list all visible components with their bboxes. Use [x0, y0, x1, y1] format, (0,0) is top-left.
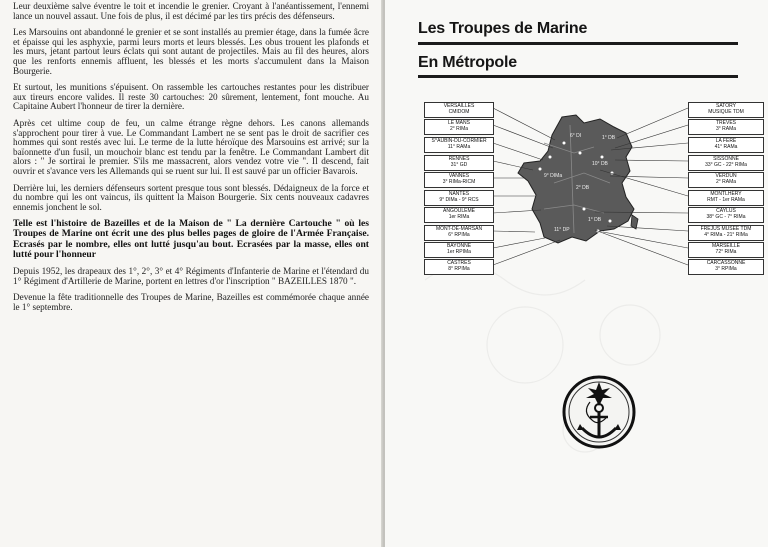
page-subtitle: En Métropole: [418, 54, 517, 71]
map-label: 1° DB: [602, 135, 616, 141]
unit-box: NANTES 9° DIMa - 9° RCS: [424, 190, 494, 206]
map-label: 2° DB: [576, 185, 590, 191]
paragraph: Leur deuxième salve éventre le toit et incendie le grenier. Croyant à l'anéantissement, l'ennemi lance un nouvel assaut. Une fois de plus, il est décimé par les tirs précis des défenseurs.: [13, 1, 369, 21]
unit-box: CAYLUS 38° GC - 7° RIMa: [688, 207, 764, 223]
page-title: Les Troupes de Marine: [418, 20, 588, 37]
unit-box: ANGOULEME 1er RIMa: [424, 207, 494, 223]
unit-box: LE MANS 2° RIMa: [424, 119, 494, 135]
map-label: 9° DIMa: [544, 173, 563, 179]
map-label: 1° DB: [588, 217, 602, 223]
unit-box: VERSAILLES CMIDOM: [424, 102, 494, 118]
paragraph: Après cet ultime coup de feu, un calme étrange règne dehors. Les canons allemands s'approchent pour tirer à vue. Le Commandant Lambert ne se sent pas le droit de sacrifier ces hommes qui sont restés avec lui. Le terme de la lutte héroïque des Marsouins est arrivé; sur la baïonnette d'un fusil, un mouchoir blanc est tendu par la fenêtre. Le Commandant Lambert dit alors : " Je sortirai le premier. S'ils me massacrent, alors vendez votre vie ". Il descend, fait ouvrir et s'avance vers les Allemands qui se ruent sur lui. Il est sauvé par un officier Bavarois.: [13, 117, 369, 176]
unit-box: MARSEILLE 72° RIMa: [688, 242, 764, 258]
left-page-text: [13, 2, 369, 319]
unit-box: VANNES 3° RIMa-RICM: [424, 172, 494, 188]
unit-box: MONT-DE-MARSAN 6° RPIMa: [424, 225, 494, 241]
map-label: 6° DI: [570, 133, 582, 139]
unit-box: S^AUBIN-DU-CORMIER 11° RAMa: [424, 137, 494, 153]
paragraph: Devenue la fête traditionnelle des Troupes de Marine, Bazeilles est commémorée chaque année le 1° septembre.: [13, 292, 369, 312]
map-label: 10° DB: [592, 161, 608, 167]
paragraph: Les Marsouins ont abandonné le grenier et se sont installés au premier étage, dans la fumée âcre et épaisse qui les asphyxie, parmi leurs morts et leurs blessés. Les obus trouent les plafonds et les murs, jetant partout leurs éclats qui sont autant de projectiles. Mais au fil des heures, alors que les renforts ennemis affluent, les blessés et les morts s'accumulent dans la Maison Bourgerie.: [13, 27, 369, 76]
unit-box: TREVES 3° RAMa: [688, 119, 764, 135]
anchor-insignia-icon: [560, 370, 638, 456]
unit-box: LA FERE 41° RAMa: [688, 137, 764, 153]
unit-box: MONTLHERY RMT - 1er RAMa: [688, 190, 764, 206]
unit-box: SATORY MUSIQUE TDM: [688, 102, 764, 118]
unit-box: VERDUN 2° RAMa: [688, 172, 764, 188]
unit-box: SISSONNE 33° GC - 22° RIMa: [688, 155, 764, 171]
unit-box: FREJUS MUSEE TDM 4° RIMa - 21° RIMa: [688, 225, 764, 241]
map-label: 11° DP: [554, 227, 570, 233]
unit-box: BAYONNE 1er RPIMa: [424, 242, 494, 258]
unit-box: CASTRES 8° RPIMa: [424, 259, 494, 275]
unit-box: RENNES 31° GD: [424, 155, 494, 171]
paragraph: Et surtout, les munitions s'épuisent. On rassemble les cartouches restantes pour les distribuer aux tireurs encore valides. Il reste 30 cartouches: 20 sûrement, lentement, font mouche. Au Capitaine Aubert l'honneur de tirer la dernière.: [13, 82, 369, 112]
paragraph: Depuis 1952, les drapeaux des 1°, 2°, 3° et 4° Régiments d'Infanterie de Marine et l'étendard du 1° Régiment d'Artillerie de Marine, portent en lettres d'or l'inscription " BAZEILLES 1870 ".: [13, 266, 369, 286]
unit-box: CARCASSONNE 3° RPIMa: [688, 259, 764, 275]
paragraph-bold: Telle est l'histoire de Bazeilles et de la Maison de " La dernière Cartouche " où les Troupes de Marine ont écrit une des plus belles pages de gloire de l'Armée Française. Ecrasés par le nombre, elles ont lutté jusqu'au bout. Ecrasées par la masse, elles ont lutté pour l'honneur: [13, 218, 369, 260]
paragraph: Derrière lui, les derniers défenseurs sortent presque tous sont blessés. Dédaigneux de la force et du nombre qui les ont vaincus, ils quittent la Maison Bourgerie. Six cents nouveaux cadavres ennemis jonchent le sol.: [13, 182, 369, 212]
left-page: [0, 0, 383, 547]
